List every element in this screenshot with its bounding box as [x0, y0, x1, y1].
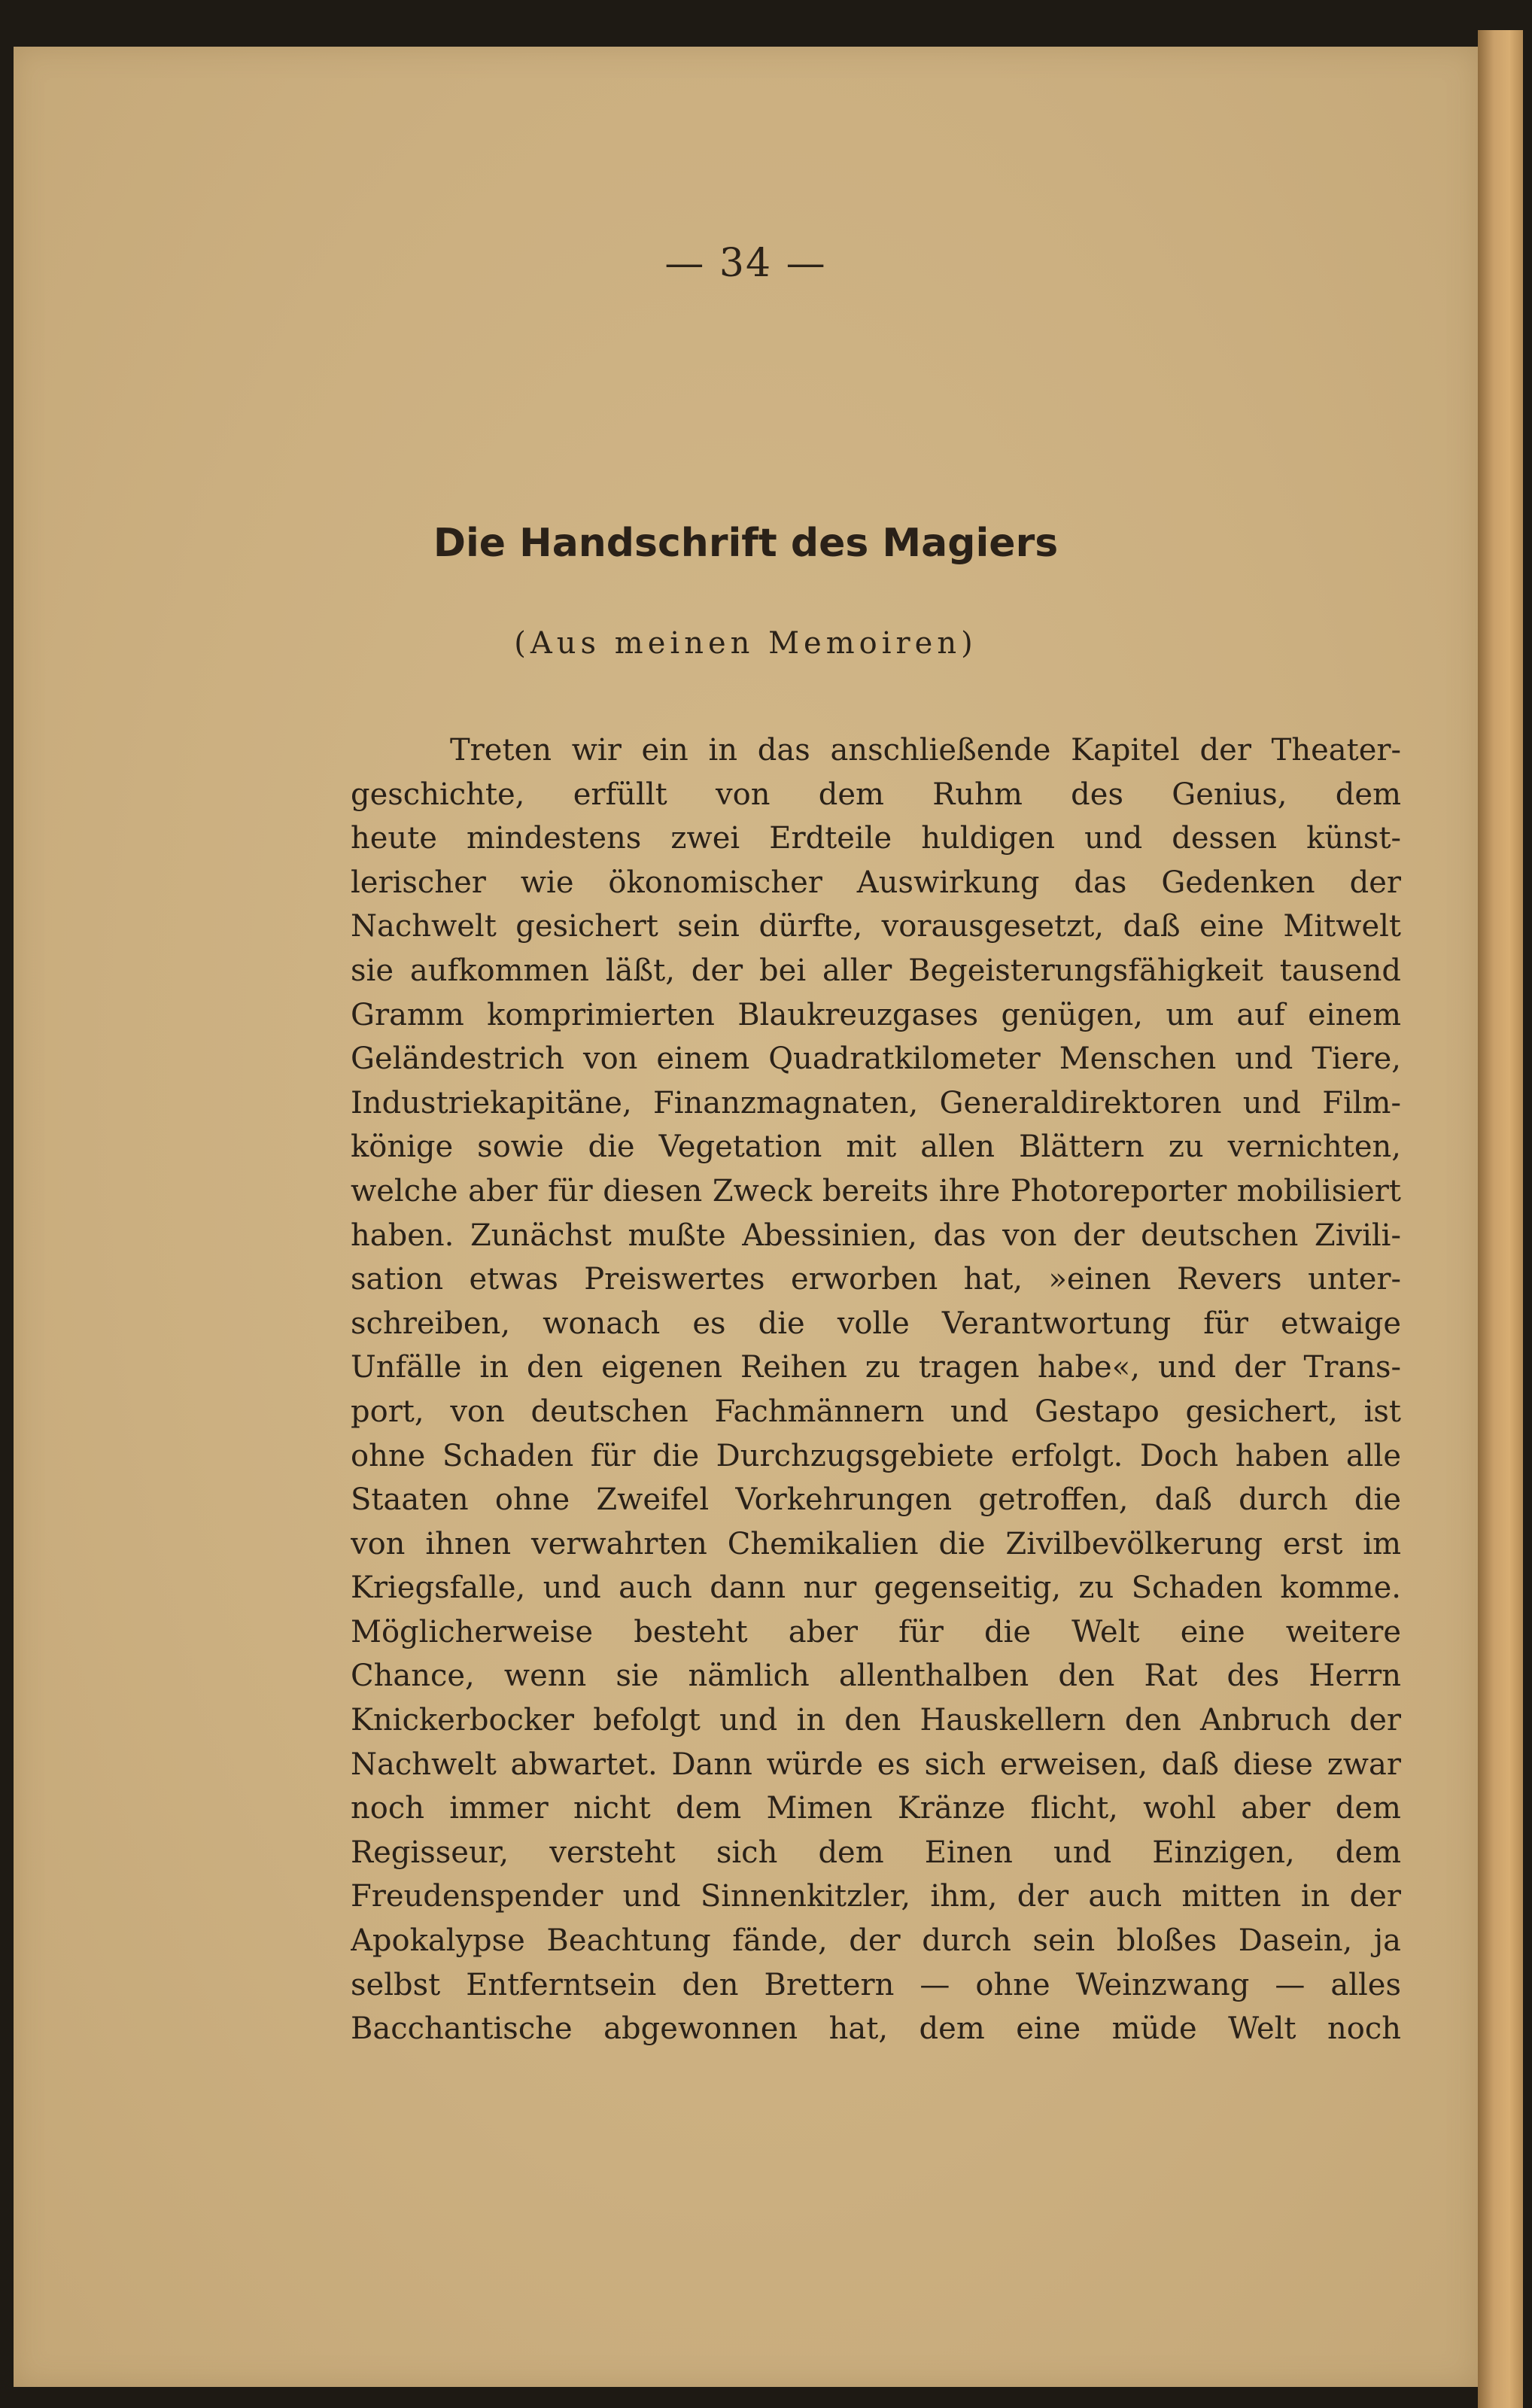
text-line: Nachwelt gesichert sein dürfte, vorausgesetzt, daß eine Mitwelt: [351, 909, 1401, 944]
text-line: geschichte, erfüllt von dem Ruhm des Genius, dem: [351, 777, 1401, 812]
text-line: Chance, wenn sie nämlich allenthalben den Rat des Herrn: [351, 1659, 1401, 1694]
text-line: Unfälle in den eigenen Reihen zu tragen habe«, und der Trans-: [351, 1350, 1401, 1385]
text-line: lerischer wie ökonomischer Auswirkung das Gedenken der: [351, 865, 1401, 900]
page-subtitle: (Aus meinen Memoiren): [514, 626, 977, 661]
page-title: Die Handschrift des Magiers: [433, 521, 1059, 566]
page-number: — 34 —: [664, 241, 827, 286]
text-line: von ihnen verwahrten Chemikalien die Zivilbevölkerung erst im: [351, 1526, 1401, 1561]
text-line: Knickerbocker befolgt und in den Hauskellern den Anbruch der: [351, 1703, 1401, 1738]
text-line: Bacchantische abgewonnen hat, dem eine müde Welt noch: [351, 2011, 1401, 2047]
text-line: Freudenspender und Sinnenkitzler, ihm, der auch mitten in der: [351, 1879, 1401, 1914]
text-line: Apokalypse Beachtung fände, der durch sein bloßes Dasein, ja: [351, 1923, 1401, 1959]
text-line: Geländestrich von einem Quadratkilometer Menschen und Tiere,: [351, 1041, 1401, 1077]
page-sheet: [14, 47, 1478, 2387]
text-line: Kriegsfalle, und auch dann nur gegenseitig, zu Schaden komme.: [351, 1570, 1401, 1606]
text-line: sation etwas Preiswertes erworben hat, »einen Revers unter-: [351, 1262, 1401, 1297]
text-line: Regisseur, versteht sich dem Einen und Einzigen, dem: [351, 1835, 1401, 1870]
text-line: schreiben, wonach es die volle Verantwortung für etwaige: [351, 1306, 1401, 1341]
text-line: selbst Entferntsein den Brettern — ohne Weinzwang — alles: [351, 1967, 1401, 2002]
text-line: Nachwelt abwartet. Dann würde es sich erweisen, daß diese zwar: [351, 1747, 1401, 1782]
text-line: ohne Schaden für die Durchzugsgebiete erfolgt. Doch haben alle: [351, 1438, 1401, 1473]
text-line: sie aufkommen läßt, der bei aller Begeisterungsfähigkeit tausend: [351, 953, 1401, 988]
text-line: welche aber für diesen Zweck bereits ihre Photoreporter mobilisiert: [351, 1173, 1401, 1209]
text-line: noch immer nicht dem Mimen Kränze flicht, wohl aber dem: [351, 1791, 1401, 1826]
text-line: Möglicherweise besteht aber für die Welt eine weitere: [351, 1614, 1401, 1649]
text-line: heute mindestens zwei Erdteile huldigen und dessen künst-: [351, 821, 1401, 856]
page-edge: [1478, 30, 1523, 2408]
text-line: Industriekapitäne, Finanzmagnaten, Generaldirektoren und Film-: [351, 1085, 1401, 1120]
body-text: [351, 728, 1401, 2051]
text-line: Staaten ohne Zweifel Vorkehrungen getroffen, daß durch die: [351, 1482, 1401, 1518]
text-line: port, von deutschen Fachmännern und Gestapo gesichert, ist: [351, 1394, 1401, 1429]
text-line: haben. Zunächst mußte Abessinien, das von der deutschen Zivili-: [351, 1218, 1401, 1253]
text-line: Treten wir ein in das anschließende Kapitel der Theater-: [450, 733, 1401, 768]
text-line: Gramm komprimierten Blaukreuzgases genügen, um auf einem: [351, 997, 1401, 1032]
text-line: könige sowie die Vegetation mit allen Blättern zu vernichten,: [351, 1130, 1401, 1165]
